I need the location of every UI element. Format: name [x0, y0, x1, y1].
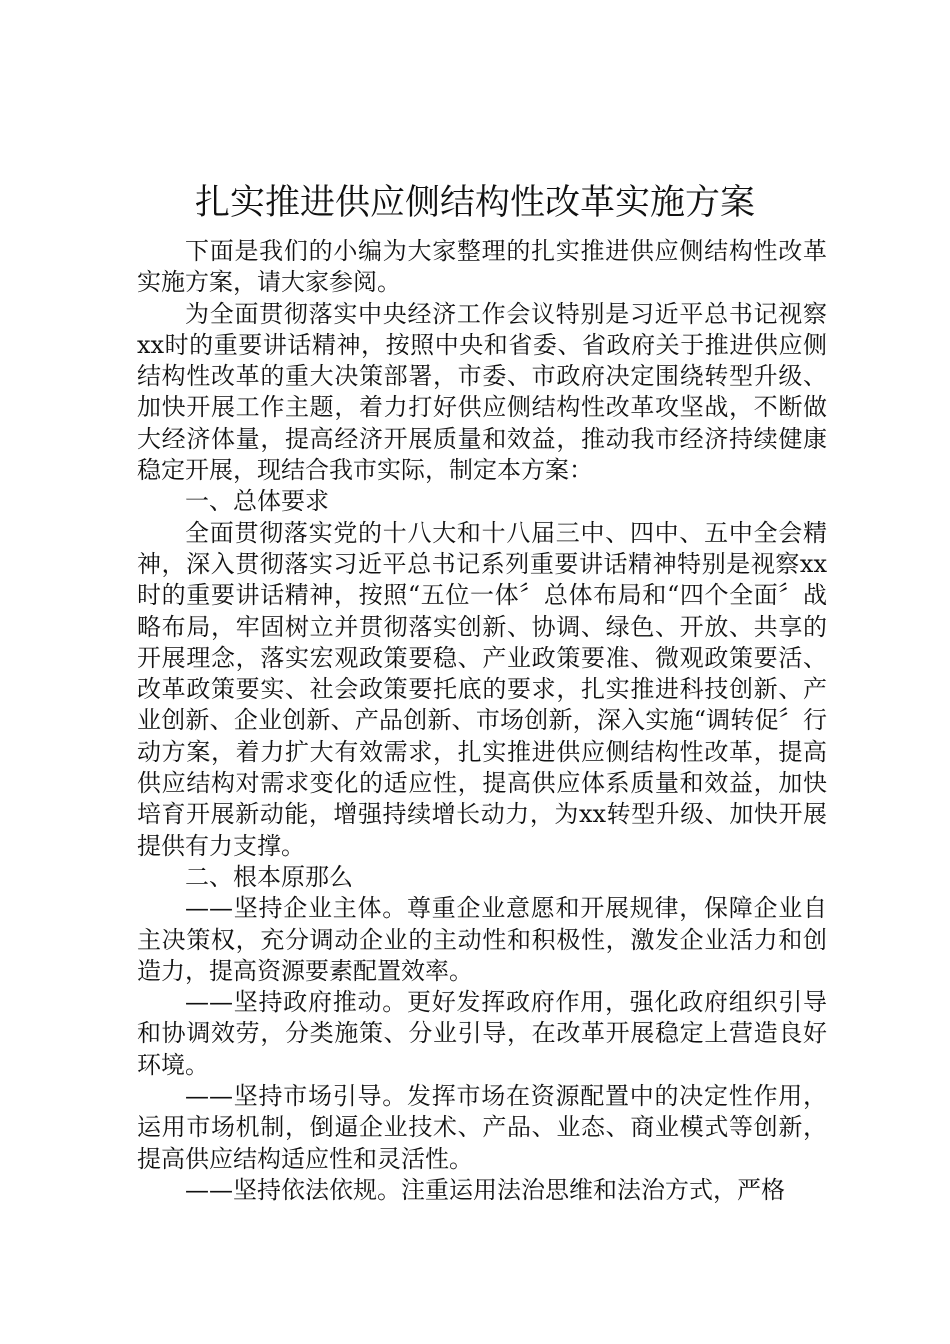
section-heading-general-requirements: 一、总体要求 [185, 487, 329, 516]
general-requirements-paragraph: 全面贯彻落实党的十八大和十八届三中、四中、五中全会精神，深入贯彻落实习近平总书记系列重要讲话精神特别是视察xx时的重要讲话精神，按照“五位一体〞总体布局和“四个全面〞战略布局，牢固树立并贯彻落实创新、协调、绿色、开放、共享的开展理念，落实宏观政策要稳、产业政策要准、微观政策要活、改革政策要实、社会政策要托底的要求，扎实推进科技创新、产业创新、企业创新、产品创新、市场创新，深入实施“调转促〞行动方案，着力扩大有效需求，扎实推进供应侧结构性改革，提高供应结构对需求变化的适应性，提高供应体系质量和效益，加快培育开展新动能，增强持续增长动力，为xx转型升级、加快开展提供有力支撑。 [137, 518, 827, 860]
document-title: 扎实推进供应侧结构性改革实施方案 [194, 183, 755, 223]
document-body [137, 236, 827, 1206]
principle-government-paragraph: ——坚持政府推动。更好发挥政府作用，强化政府组织引导和协调效劳，分类施策、分业引导，在改革开展稳定上营造良好环境。 [137, 988, 827, 1079]
principle-market-paragraph: ——坚持市场引导。发挥市场在资源配置中的决定性作用，运用市场机制，倒逼企业技术、产品、业态、商业模式等创新，提高供应结构适应性和灵活性。 [137, 1082, 827, 1173]
purpose-paragraph: 为全面贯彻落实中央经济工作会议特别是习近平总书记视察xx时的重要讲话精神，按照中央和省委、省政府关于推进供应侧结构性改革的重大决策部署，市委、市政府决定围绕转型升级、加快开展工作主题，着力打好供应侧结构性改革攻坚战，不断做大经济体量，提高经济开展质量和效益，推动我市经济持续健康稳定开展，现结合我市实际，制定本方案： [137, 299, 827, 485]
principle-enterprise-paragraph: ——坚持企业主体。尊重企业意愿和开展规律，保障企业自主决策权，充分调动企业的主动性和积极性，激发企业活力和创造力，提高资源要素配置效率。 [137, 894, 827, 985]
principle-law-paragraph: ——坚持依法依规。注重运用法治思维和法治方式，严格 [185, 1175, 785, 1204]
section-heading-basic-principles: 二、根本原那么 [185, 862, 353, 891]
intro-paragraph: 下面是我们的小编为大家整理的扎实推进供应侧结构性改革实施方案，请大家参阅。 [137, 237, 827, 297]
